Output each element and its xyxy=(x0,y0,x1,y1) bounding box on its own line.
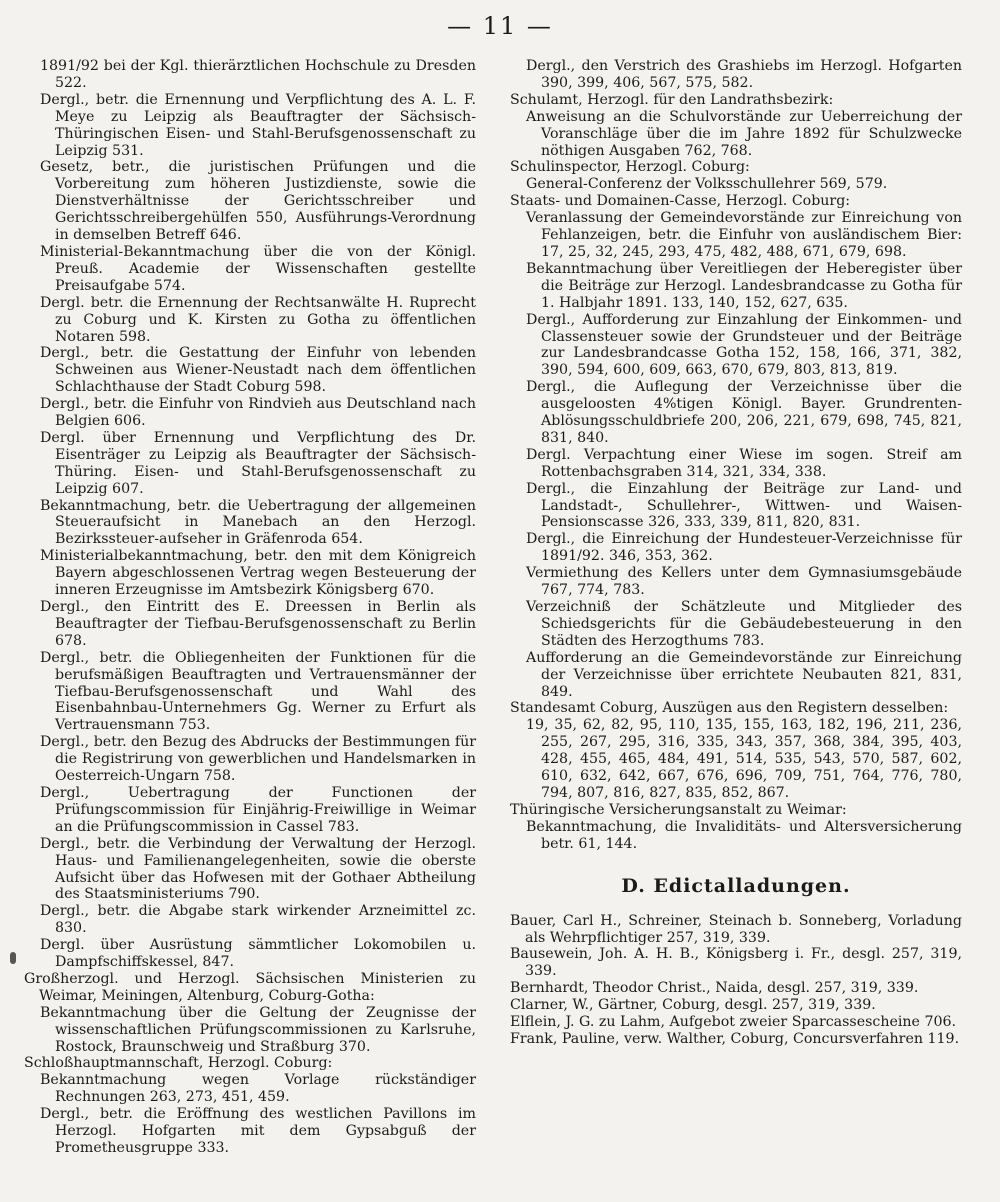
register-entry: Dergl., betr. die Eröffnung des westlichen Pavillons im Herzogl. Hofgarten mit dem Gypsabguß der Prometheusgruppe 333. xyxy=(40,1106,476,1156)
register-heading-entry: Schulamt, Herzogl. für den Landrathsbezirk: xyxy=(510,91,834,108)
edictal-entries xyxy=(510,913,962,1048)
register-entry: Bekanntmachung, betr. die Uebertragung der allgemeinen Steueraufsicht in Manebach an den Herzogl. Bezirkssteuer-aufseher in Gräfenroda 654. xyxy=(40,497,476,548)
register-entry: Vermiethung des Kellers unter dem Gymnasiumsgebäude 767, 774, 783. xyxy=(526,565,962,599)
register-entry: Ministerial-Bekanntmachung über die von der Königl. Preuß. Academie der Wissenschaften gestellte Preisaufgabe 574. xyxy=(40,243,476,294)
register-entry: General-Conferenz der Volksschullehrer 569, 579. xyxy=(526,176,888,193)
register-entry: 1891/92 bei der Kgl. thierärztlichen Hochschule zu Dresden 522. xyxy=(40,58,476,91)
register-entry: Dergl., betr. die Obliegenheiten der Funktionen für die berufsmäßigen Beauftragten und Vertrauensmänner der Tiefbau-Berufsgenossenschaft und Wahl des Eisenbahnbau-Unternehmers Gg. Werner zu Erfurt als Vertrauensmann 753. xyxy=(40,649,476,734)
register-entry: Dergl., betr. die Ernennung und Verpflichtung des A. L. F. Meye zu Leipzig als Beauftragter der Sächsisch-Thüringischen Eisen- und Stahl-Berufsgenossenschaft zu Leipzig 531. xyxy=(40,91,476,159)
page-number: — 11 — xyxy=(447,12,553,40)
register-entry: Verzeichniß der Schätzleute und Mitglieder des Schiedsgerichts für die Gebäudebesteuerung in den Städten des Herzogthums 783. xyxy=(526,599,962,649)
register-heading-entry: Standesamt Coburg, Auszügen aus den Registern desselben: xyxy=(510,700,949,717)
register-heading-entry: Clarner, W., Gärtner, Coburg, desgl. 257, 319, 339. xyxy=(510,997,876,1014)
paper-mark xyxy=(10,952,16,964)
register-heading-entry: Frank, Pauline, verw. Walther, Coburg, Concursverfahren 119. xyxy=(510,1030,960,1047)
register-entry: Bekanntmachung über die Geltung der Zeugnisse der wissenschaftlichen Prüfungscommissionen zu Karlsruhe, Rostock, Braunschweig und Straßburg 370. xyxy=(40,1004,476,1055)
section-heading: D. Edictalladungen. xyxy=(621,874,851,897)
register-heading-entry: Großherzogl. und Herzogl. Sächsischen Ministerien zu Weimar, Meiningen, Altenburg, Coburg-Gotha: xyxy=(24,970,476,1004)
register-entry: Bekanntmachung über Vereitliegen der Heberegister über die Beiträge zur Herzogl. Landesbrandcasse zu Gotha für 1. Halbjahr 1891. 133, 140, 152, 627, 635. xyxy=(526,260,962,311)
register-entry: Veranlassung der Gemeindevorstände zur Einreichung von Fehlanzeigen, betr. die Einfuhr von ausländischem Bier: 17, 25, 32, 245, 293, 475, 482, 488, 671, 679, 698. xyxy=(526,210,962,260)
register-entry: Dergl., den Eintritt des E. Dreessen in Berlin als Beauftragter der Tiefbau-Berufsgenossenschaft zu Berlin 678. xyxy=(40,599,476,649)
register-entry: Dergl. über Ausrüstung sämmtlicher Lokomobilen u. Dampfschiffskessel, 847. xyxy=(40,937,476,971)
register-entry: Dergl., die Einreichung der Hundesteuer-Verzeichnisse für 1891/92. 346, 353, 362. xyxy=(526,531,962,565)
register-entry: Dergl., die Einzahlung der Beiträge zur Land- und Landstadt-, Schullehrer-, Wittwen- und Waisen-Pensionscasse 326, 333, 339, 811, 820, 831. xyxy=(526,480,962,531)
register-entry: Dergl. betr. die Ernennung der Rechtsanwälte H. Ruprecht zu Coburg und K. Kirsten zu Gotha zu öffentlichen Notaren 598. xyxy=(40,294,476,345)
register-entry: 19, 35, 62, 82, 95, 110, 135, 155, 163, 182, 196, 211, 236, 255, 267, 295, 316, 335, 343, 357, 368, 384, 395, 403, 428, 455, 465, 484, 491, 514, 535, 543, 570, 587, 602, 610, 632, 642, 667, 676, 696, 709, 751, 764, 776, 780, 794, 807, 816, 827, 835, 852, 867. xyxy=(526,717,962,801)
register-heading-entry: Bauer, Carl H., Schreiner, Steinach b. Sonneberg, Vorladung als Wehrpflichtiger 257, 319, 339. xyxy=(510,912,962,946)
register-entry: Ministerialbekanntmachung, betr. den mit dem Königreich Bayern abgeschlossenen Vertrag wegen Besteuerung der inneren Erzeugnisse im Amtsbezirk Königsberg 670. xyxy=(40,548,476,599)
register-entry: Dergl., Uebertragung der Functionen der Prüfungscommission für Einjährig-Freiwillige in Weimar an die Prüfungscommission in Cassel 783. xyxy=(40,784,476,835)
register-entry: Bekanntmachung, die Invaliditäts- und Altersversicherung betr. 61, 144. xyxy=(526,818,962,852)
register-heading-entry: Bernhardt, Theodor Christ., Naida, desgl. 257, 319, 339. xyxy=(510,980,919,997)
register-heading-entry: Elflein, J. G. zu Lahm, Aufgebot zweier Sparcassescheine 706. xyxy=(510,1014,957,1031)
register-entry: Dergl., betr. die Gestattung der Einfuhr von lebenden Schweinen aus Wiener-Neustadt nach dem öffentlichen Schlachthause der Stadt Coburg 598. xyxy=(40,345,476,396)
right-column-entries xyxy=(510,58,962,853)
register-heading-entry: Schloßhauptmannschaft, Herzogl. Coburg: xyxy=(24,1055,333,1072)
register-heading-entry: Staats- und Domainen-Casse, Herzogl. Coburg: xyxy=(510,193,851,210)
register-entry: Dergl., betr. die Einfuhr von Rindvieh aus Deutschland nach Belgien 606. xyxy=(40,396,476,430)
register-entry: Dergl. über Ernennung und Verpflichtung des Dr. Eisenträger zu Leipzig als Beauftragter der Sächsisch-Thüring. Eisen- und Stahl-Berufsgenossenschaft zu Leipzig 607. xyxy=(40,429,476,497)
left-column xyxy=(24,58,476,1157)
register-entry: Dergl., betr. die Abgabe stark wirkender Arzneimittel zc. 830. xyxy=(40,903,476,937)
register-entry: Dergl., betr. die Verbindung der Verwaltung der Herzogl. Haus- und Familienangelegenheiten, sowie die oberste Aufsicht über das Hofwesen mit der Gothaer Abtheilung des Staatsministeriums 790. xyxy=(40,835,476,903)
register-heading-entry: Schulinspector, Herzogl. Coburg: xyxy=(510,159,750,176)
register-heading-entry: Thüringische Versicherungsanstalt zu Weimar: xyxy=(510,801,847,818)
register-entry: Aufforderung an die Gemeindevorstände zur Einreichung der Verzeichnisse über errichtete Neubauten 821, 831, 849. xyxy=(526,649,962,700)
register-entry: Dergl., den Verstrich des Grashiebs im Herzogl. Hofgarten 390, 399, 406, 567, 575, 582. xyxy=(526,58,962,91)
register-entry: Dergl. Verpachtung einer Wiese im sogen. Streif am Rottenbachsgraben 314, 321, 334, 338. xyxy=(526,446,962,480)
register-entry: Gesetz, betr., die juristischen Prüfungen und die Vorbereitung zum höheren Justizdienste, sowie die Dienstverhältnisse der Gerichtsschreiber und Gerichtsschreibergehülfen 550, Ausführungs-Verordnung in demselben Betreff 646. xyxy=(40,159,476,244)
register-heading-entry: Bausewein, Joh. A. H. B., Königsberg i. Fr., desgl. 257, 319, 339. xyxy=(510,946,962,980)
register-entry: Dergl., die Auflegung der Verzeichnisse über die ausgeloosten 4%tigen Königl. Bayer. Grundrenten-Ablösungsschuldbriefe 200, 206, 221, 679, 698, 745, 821, 831, 840. xyxy=(526,379,962,446)
register-entry: Anweisung an die Schulvorstände zur Ueberreichung der Voranschläge über die im Jahre 1892 für Schulzwecke nöthigen Ausgaben 762, 768. xyxy=(526,108,962,159)
register-entry: Dergl., betr. den Bezug des Abdrucks der Bestimmungen für die Registrirung von gewerblichen und Handelsmarken in Oesterreich-Ungarn 758. xyxy=(40,734,476,785)
register-entry: Bekanntmachung wegen Vorlage rückständiger Rechnungen 263, 273, 451, 459. xyxy=(40,1072,476,1106)
register-entry: Dergl., Aufforderung zur Einzahlung der Einkommen- und Classensteuer sowie der Grundsteuer und der Beiträge zur Landesbrandcasse Gotha 152, 158, 166, 371, 382, 390, 594, 600, 609, 663, 670, 679, 803, 813, 819. xyxy=(526,311,962,379)
right-column xyxy=(510,58,962,1048)
